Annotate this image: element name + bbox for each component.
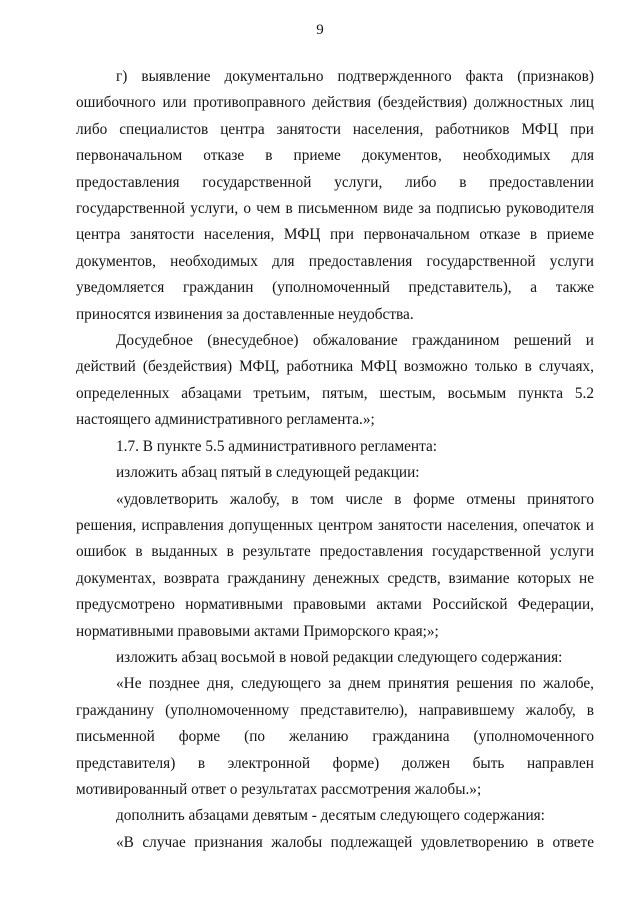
page-number: 9: [316, 22, 324, 38]
paragraph-item-g: г) выявление документально подтвержденного факта (признаков) ошибочного или противоправного действия (бездействия) должностных лиц либо специалистов центра занятости населения, работников МФЦ при первоначальном отказе в приеме документов, необходимых для предоставления государственной услуги, либо в предоставлении государственной услуги, о чем в письменном виде за подписью руководителя центра занятости населения, МФЦ при первоначальном отказе в приеме документов, необходимых для предоставления государственной услуги уведомляется гражданин (уполномоченный представитель), а также приносятся извинения за доставленные неудобства.: [76, 68, 594, 323]
paragraph-response-deadline: «Не позднее дня, следующего за днем принятия решения по жалобе, гражданину (уполномоченному представителю), направившему жалобу, в письменной форме (по желанию гражданина (уполномоченного представителя) в электронной форме) должен быть направлен мотивированный ответ о результатах рассмотрения жалобы.»;: [76, 675, 594, 798]
paragraph-clause-1-7: 1.7. В пункте 5.5 административного регламента:: [116, 437, 438, 455]
paragraph-satisfy-complaint: «удовлетворить жалобу, в том числе в форме отмены принятого решения, исправления допущенных центром занятости населения, опечаток и ошибок в выданных в результате предоставления государственной услуги документах, возврата гражданину денежных средств, взимание которых не предусмотрено нормативными правовыми актами Российской Федерации, нормативными правовыми актами Приморского края;»;: [76, 490, 594, 640]
paragraph-amend-eighth: изложить абзац восьмой в новой редакции следующего содержания:: [116, 648, 563, 666]
paragraph-complaint-upheld: «В случае признания жалобы подлежащей удовлетворению в ответе: [116, 833, 594, 851]
paragraph-amend-fifth: изложить абзац пятый в следующей редакции:: [116, 464, 420, 482]
paragraph-pretrial-appeal: Досудебное (внесудебное) обжалование гражданином решений и действий (бездействия) МФЦ, работника МФЦ возможно только в случаях, определенных абзацами третьим, пятым, шестым, восьмым пункта 5.2 настоящего административного регламента.»;: [76, 332, 594, 429]
document-body: [76, 64, 594, 856]
paragraph-add-ninth-tenth: дополнить абзацами девятым - десятым следующего содержания:: [116, 807, 545, 825]
